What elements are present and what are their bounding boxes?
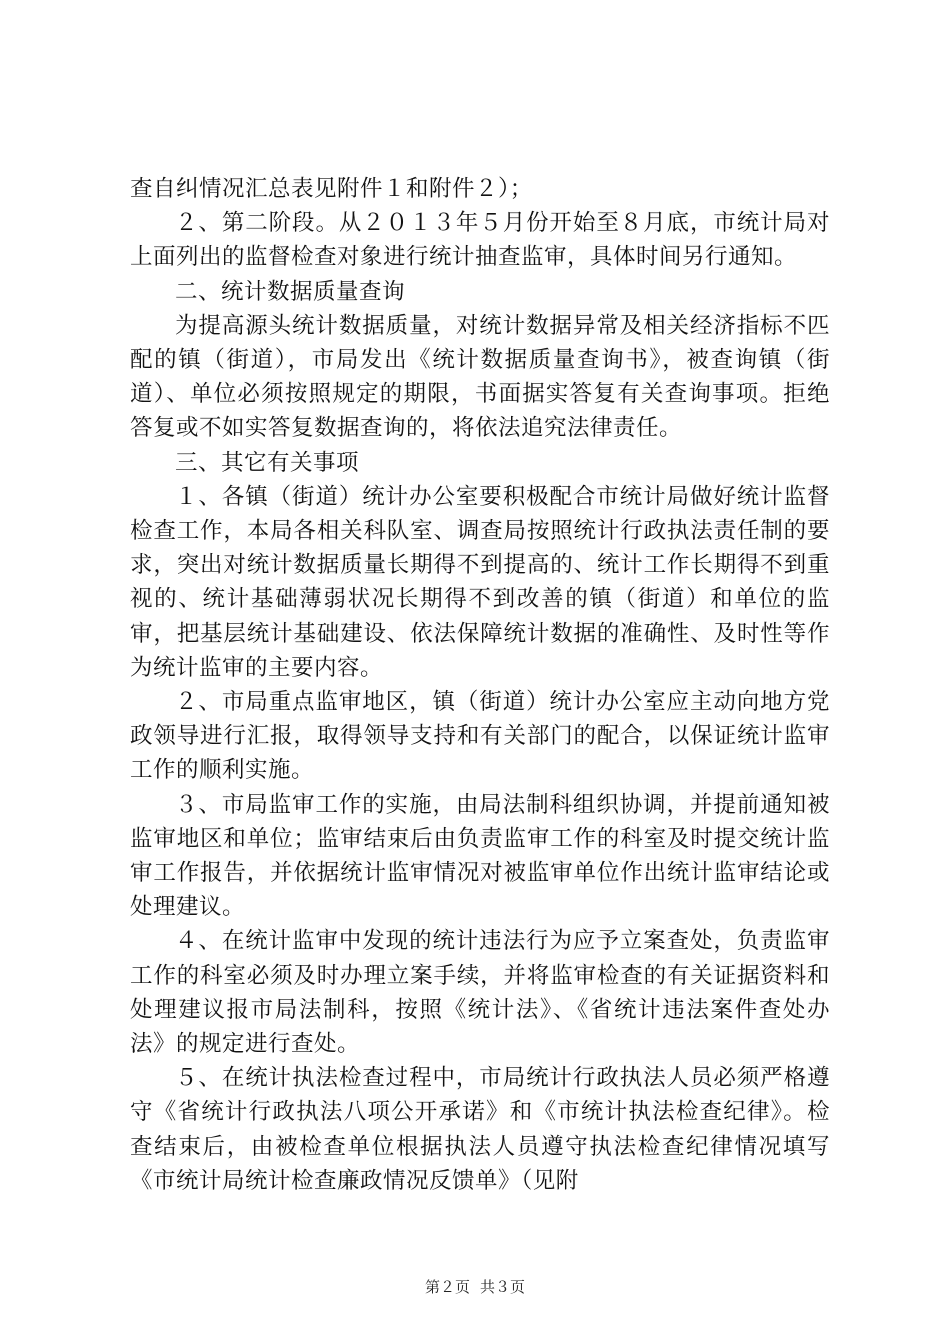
paragraph: ３、市局监审工作的实施，由局法制科组织协调，并提前通知被监审地区和单位；监审结束后由负责监审工作的科室及时提交统计监审工作报告，并依据统计监审情况对被监审单位作出统计监审结论或处理建议。 bbox=[130, 791, 830, 921]
paragraph: ２、市局重点监审地区，镇（街道）统计办公室应主动向地方党政领导进行汇报，取得领导支持和有关部门的配合，以保证统计监审工作的顺利实施。 bbox=[130, 689, 830, 784]
paragraph: ４、在统计监审中发现的统计违法行为应予立案查处，负责监审工作的科室必须及时办理立案手续，并将监审检查的有关证据资料和处理建议报市局法制科，按照《统计法》、《省统计违法案件查处办法》的规定进行查处。 bbox=[130, 928, 830, 1058]
paragraph: ２、第二阶段。从２０１３年５月份开始至８月底，市统计局对上面列出的监督检查对象进行统计抽查监审，具体时间另行通知。 bbox=[130, 210, 830, 271]
page-number: 第２页 bbox=[424, 1278, 470, 1296]
document-body bbox=[130, 172, 830, 1198]
page-total: 共３页 bbox=[480, 1278, 526, 1296]
paragraph: 为提高源头统计数据质量，对统计数据异常及相关经济指标不匹配的镇（街道），市局发出《统计数据质量查询书》，被查询镇（街道）、单位必须按照规定的期限，书面据实答复有关查询事项。拒绝答复或不如实答复数据查询的，将依法追究法律责任。 bbox=[130, 312, 830, 442]
paragraph: １、各镇（街道）统计办公室要积极配合市统计局做好统计监督检查工作，本局各相关科队室、调查局按照统计行政执法责任制的要求，突出对统计数据质量长期得不到提高的、统计工作长期得不到重视的、统计基础薄弱状况长期得不到改善的镇（街道）和单位的监审，把基层统计基础建设、依法保障统计数据的准确性、及时性等作为统计监审的主要内容。 bbox=[130, 483, 830, 681]
section-heading: 二、统计数据质量查询 bbox=[175, 278, 406, 305]
section-heading: 三、其它有关事项 bbox=[175, 449, 360, 476]
page-footer bbox=[0, 1277, 950, 1297]
paragraph: 查自纠情况汇总表见附件１和附件２）； bbox=[130, 176, 533, 202]
paragraph: ５、在统计执法检查过程中，市局统计行政执法人员必须严格遵守《省统计行政执法八项公开承诺》和《市统计执法检查纪律》。检查结束后，由被检查单位根据执法人员遵守执法检查纪律情况填写《市统计局统计检查廉政情况反馈单》（见附 bbox=[130, 1065, 830, 1194]
